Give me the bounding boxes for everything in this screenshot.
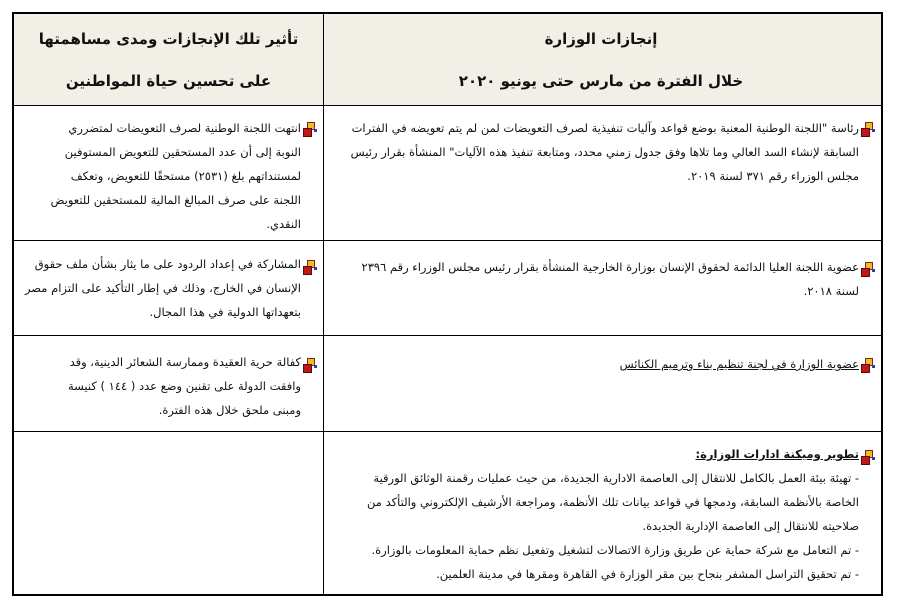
impact-cell: [14, 106, 323, 240]
column-divider: [323, 432, 324, 596]
achievement-cell: [321, 241, 881, 335]
achievement-text: تطوير وميكنة ادارات الوزارة: - تهيئة بيئة العمل بالكامل للانتقال إلى العاصمة الادارية الجديدة، من حيث عمليات رقمنة الوثائق الورقية الخاصة بالأنظمة السابقة، ودمجها في قواعد بيانات تلك الأنظمة، ومراجعة الأرشيف الإلكتروني والتأكد من صلاحيته للانتقال إلى العاصمة الإدارية الجديدة. - تم التعامل مع شركة حماية عن طريق وزارة الاتصالات لتشغيل وتفعيل نظم حماية المعلومات بالوزارة. - تم تحقيق التراسل المشفر بنجاح بين مقر الوزارة في القاهرة ومقرها في مدينة العلمين.: [329, 442, 859, 586]
achievement-cell: [321, 336, 881, 431]
bullet-icon: [863, 122, 875, 136]
impact-cell-empty: [14, 432, 323, 596]
bullet-icon: [305, 260, 317, 274]
impact-text: انتهت اللجنة الوطنية لصرف التعويضات لمتضرري النوبة إلى أن عدد المستحقين للتعويض المستوفين لمستنداتهم بلغ (٢٥٣١) مستحقًا للتعويض، وتعكف اللجنة على صرف المبالغ المالية للمستحقين للتعويض النقدي.: [50, 121, 301, 231]
header-right-title: إنجازات الوزارة: [544, 30, 658, 48]
bullet-icon: [863, 262, 875, 276]
bullet-icon: [863, 358, 875, 372]
achievement-section-title: تطوير وميكنة ادارات الوزارة:: [695, 447, 859, 461]
achievement-text: رئاسة "اللجنة الوطنية المعنية بوضع قواعد وآليات تنفيذية لصرف التعويضات لمن لم يتم تعويضه في الفترات السابقة لإنشاء السد العالي وما تلاها وفق جدول زمني محدد، ومتابعة تنفيذ هذه الآليات" المنشأة بقرار رئيس مجلس الوزراء رقم ٣٧١ لسنة ٢٠١٩.: [350, 121, 859, 183]
bullet-icon: [863, 450, 875, 464]
header-right-subtitle: خلال الفترة من مارس حتى يونيو ٢٠٢٠: [458, 72, 744, 90]
header-left-title: تأثير تلك الإنجازات ومدى مساهمتها: [38, 30, 299, 48]
bullet-icon: [305, 122, 317, 136]
achievements-table: [12, 12, 883, 596]
header-ministry-achievements: [321, 14, 881, 105]
column-divider: [323, 14, 324, 105]
achievement-text: عضوية الوزارة في لجنة تنظيم بناء وترميم الكنائس: [619, 357, 859, 371]
column-divider: [323, 106, 324, 240]
table-header-row: [14, 14, 881, 106]
table-row: [14, 241, 881, 336]
bullet-icon: [305, 358, 317, 372]
header-impact: [14, 14, 323, 105]
column-divider: [323, 241, 324, 335]
achievement-cell: [321, 432, 881, 596]
achievement-cell: [321, 106, 881, 240]
impact-cell: [14, 241, 323, 335]
impact-text: المشاركة في إعداد الردود على ما يثار بشأن ملف حقوق الإنسان في الخارج، وذلك في إطار التأكيد على التزام مصر بتعهداتها الدولية في هذا المجال.: [24, 257, 301, 319]
impact-cell: [14, 336, 323, 431]
table-row: [14, 336, 881, 432]
impact-text: كفالة حرية العقيدة وممارسة الشعائر الدينية، وقد وافقت الدولة على تقنين وضع عدد ( ١٤٤ ) كنيسة ومبنى ملحق خلال هذه الفترة.: [68, 355, 301, 417]
table-row: [14, 106, 881, 241]
achievement-text: عضوية اللجنة العليا الدائمة لحقوق الإنسان بوزارة الخارجية المنشأة بقرار رئيس مجلس الوزراء رقم ٢٣٩٦ لسنة ٢٠١٨.: [361, 260, 859, 298]
table-row: [14, 432, 881, 596]
column-divider: [323, 336, 324, 431]
header-left-subtitle: على تحسين حياة المواطنين: [65, 72, 272, 90]
